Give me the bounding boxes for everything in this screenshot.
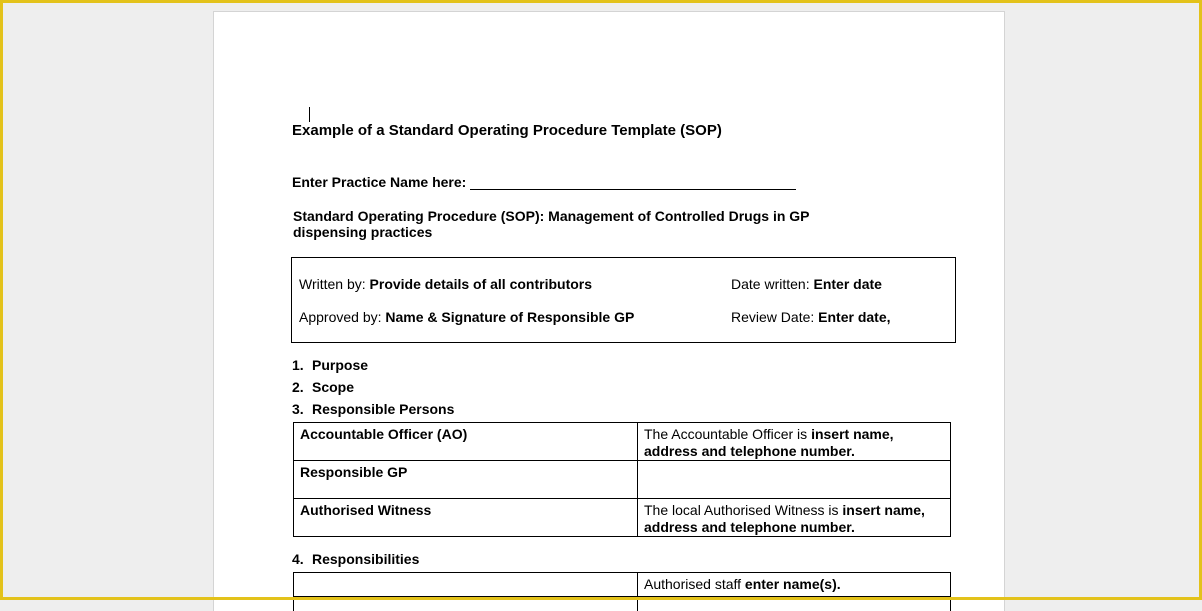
date-written-value: Enter date	[813, 276, 881, 292]
section-label: Scope	[312, 379, 354, 395]
written-by	[299, 276, 592, 292]
review-date	[731, 309, 891, 325]
section-number: 4.	[292, 551, 312, 567]
table-row	[294, 573, 951, 597]
document-title: Example of a Standard Operating Procedure Template (SOP)	[292, 122, 722, 139]
section-responsibilities	[292, 551, 419, 567]
role-cell: Responsible GP	[294, 461, 638, 499]
written-by-label: Written by:	[299, 276, 366, 292]
role-cell	[294, 597, 638, 611]
sop-title: Standard Operating Procedure (SOP): Management of Controlled Drugs in GP dispensing practices	[293, 208, 873, 240]
role-cell: Authorised Witness	[294, 499, 638, 537]
date-written	[731, 276, 882, 292]
approved-by-label: Approved by:	[299, 309, 382, 325]
review-date-label: Review Date:	[731, 309, 814, 325]
document-page[interactable]	[213, 11, 1005, 611]
practice-name-label: Enter Practice Name here:	[292, 174, 466, 190]
written-by-value: Provide details of all contributors	[370, 276, 592, 292]
section-responsible-persons	[292, 401, 454, 417]
section-number: 1.	[292, 357, 312, 373]
table-row	[294, 499, 951, 537]
description-cell: Authorised staff enter name(s).	[638, 573, 951, 597]
section-number: 3.	[292, 401, 312, 417]
section-scope	[292, 379, 354, 395]
role-cell	[294, 573, 638, 597]
table-row	[294, 461, 951, 499]
description-cell: The local Authorised Witness is insert name, address and telephone number.	[638, 499, 951, 537]
description-cell	[638, 597, 951, 611]
description-cell: The Accountable Officer is insert name, address and telephone number.	[638, 423, 951, 461]
responsibilities-table	[293, 572, 951, 611]
section-number: 2.	[292, 379, 312, 395]
info-box	[291, 257, 956, 343]
approved-by-value: Name & Signature of Responsible GP	[385, 309, 634, 325]
responsible-persons-table	[293, 422, 951, 537]
approved-by	[299, 309, 634, 325]
section-label: Responsible Persons	[312, 401, 454, 417]
practice-name-blank[interactable]	[470, 175, 796, 190]
section-label: Responsibilities	[312, 551, 419, 567]
section-purpose	[292, 357, 368, 373]
description-cell	[638, 461, 951, 499]
date-written-label: Date written:	[731, 276, 810, 292]
table-row	[294, 597, 951, 611]
role-cell: Accountable Officer (AO)	[294, 423, 638, 461]
practice-name-line	[292, 174, 796, 190]
section-label: Purpose	[312, 357, 368, 373]
table-row	[294, 423, 951, 461]
text-cursor	[309, 107, 310, 122]
review-date-value: Enter date,	[818, 309, 890, 325]
